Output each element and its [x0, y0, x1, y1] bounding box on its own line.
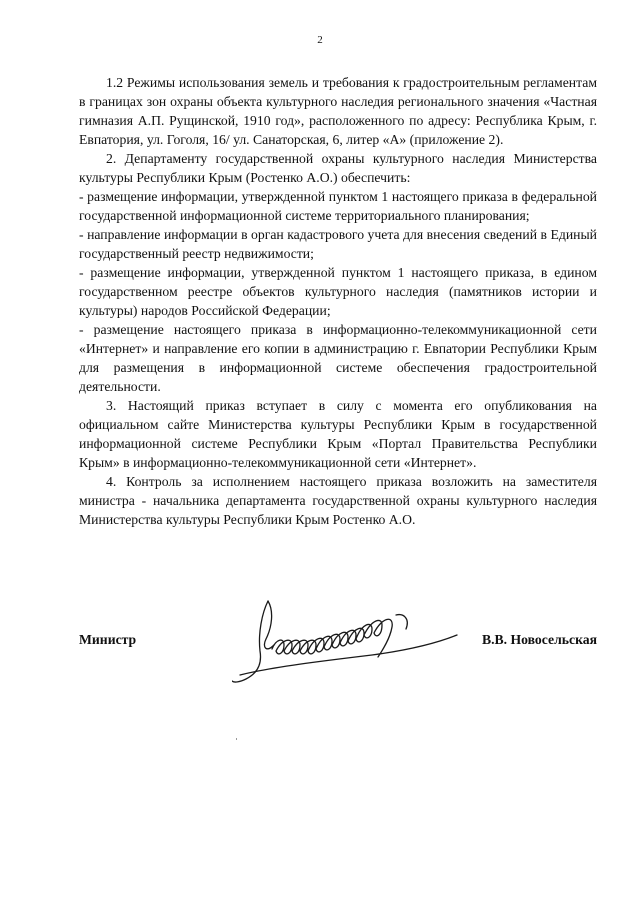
scan-speck: [236, 738, 237, 740]
list-item-cadastral: - направление информации в орган кадастрового учета для внесения сведений в Единый государственный реестр недвижимости;: [79, 227, 597, 261]
list-item-heritage-register: - размещение информации, утвержденной пунктом 1 настоящего приказа, в едином государственном реестре объектов культурного наследия (памятников истории и культуры) народов Российской Федерации;: [79, 265, 597, 318]
document-body: [79, 73, 597, 529]
page-number: 2: [317, 34, 323, 46]
list-item-internet: - размещение настоящего приказа в информационно-телекоммуникационной сети «Интернет» и направление его копии в администрацию г. Евпатории Республики Крым для размещения в информационной системе обеспечения градостроительной деятельности.: [79, 322, 597, 394]
paragraph-3: 3. Настоящий приказ вступает в силу с момента его опубликования на официальном сайте Министерства культуры Республики Крым в государственной информационной системе Республики Крым «Портал Правительства Республики Крым» в информационно-телекоммуникационной сети «Интернет».: [79, 398, 597, 470]
signature-block: [79, 632, 597, 656]
list-item-federal-system: - размещение информации, утвержденной пунктом 1 настоящего приказа в федеральной государственной информационной системе территориального планирования;: [79, 189, 597, 223]
paragraph-1-2: 1.2 Режимы использования земель и требования к градостроительным регламентам в границах зон охраны объекта культурного наследия регионального значения «Частная гимназия А.П. Рущинской, 1910 год», расположенного по адресу: Республика Крым, г. Евпатория, ул. Гоголя, 16/ ул. Санаторская, 6, литер «А» (приложение 2).: [79, 75, 597, 147]
paragraph-2: 2. Департаменту государственной охраны культурного наследия Министерства культуры Республики Крым (Ростенко А.О.) обеспечить:: [79, 151, 597, 185]
paragraph-4: 4. Контроль за исполнением настоящего приказа возложить на заместителя министра - начальника департамента государственной охраны культурного наследия Министерства культуры Республики Крым Ростенко А.О.: [79, 474, 597, 527]
signatory-title: Министр: [79, 632, 137, 647]
signatory-name: В.В. Новосельская: [481, 632, 597, 647]
